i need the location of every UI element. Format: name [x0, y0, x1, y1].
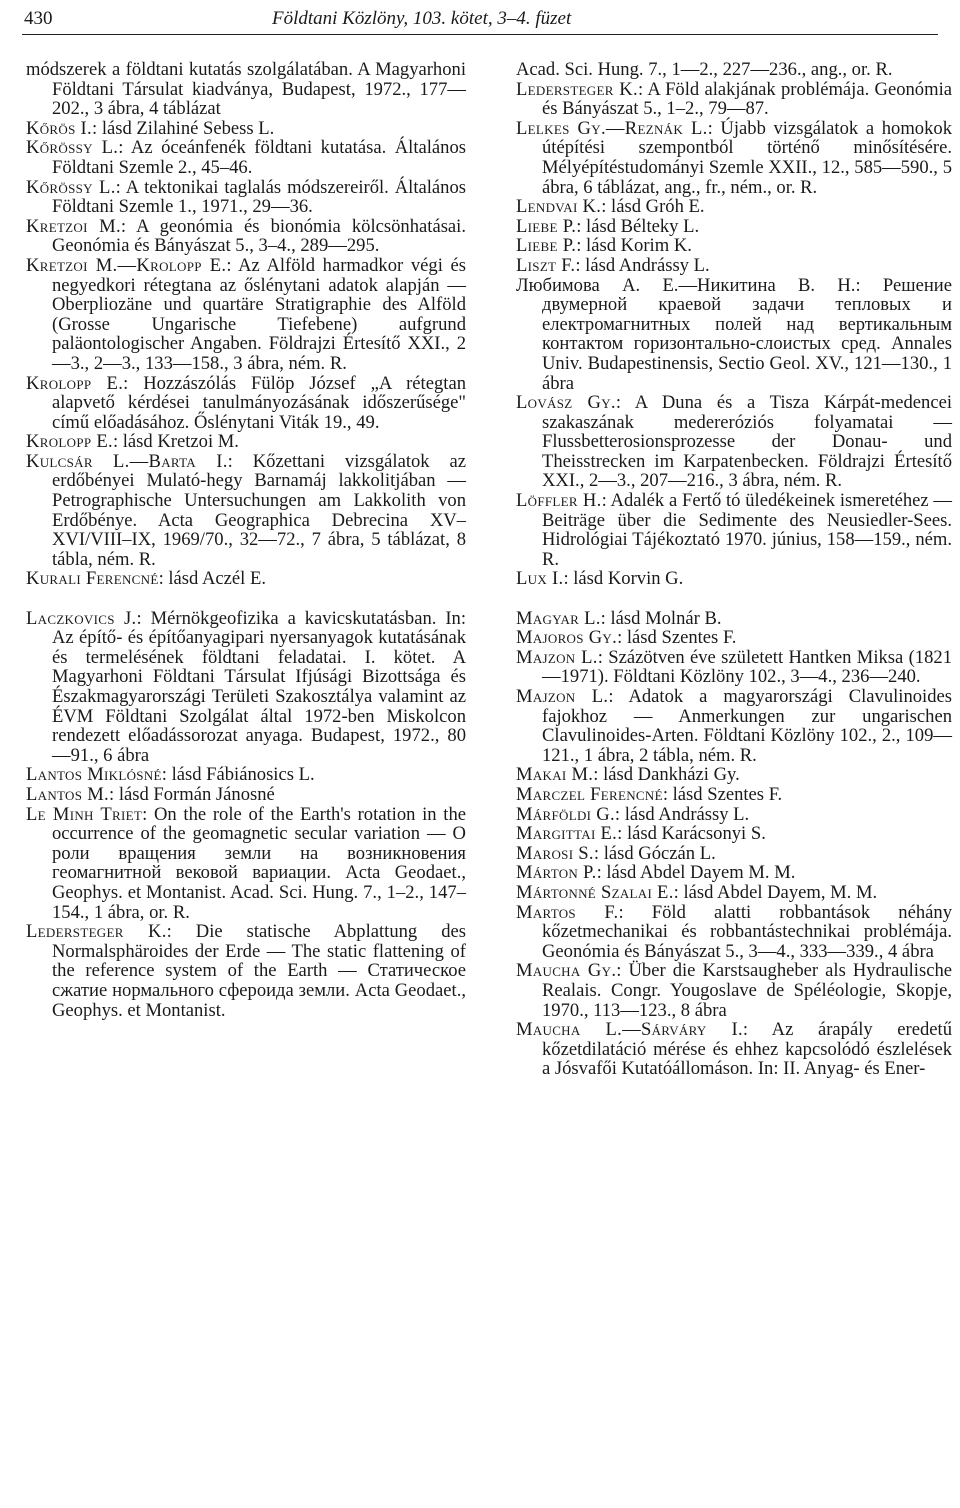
entry-author: Krolopp E. [26, 372, 124, 394]
entry-text: : A Duna és a Tisza Kárpát-medencei szakaszának medereróziós folyamatai — Flussbetterosionsprozesse der Donau- und Theisstrecken im Karpatenbecken. Földrajzi Értesítő XXI., 2—3., 207—216., 3 ábra, ném. R. [542, 392, 952, 492]
bibliography-entry [26, 432, 466, 452]
bibliography-entry [516, 1020, 952, 1079]
bibliography-entry [26, 138, 466, 177]
entry-author: Laczkovics J. [26, 607, 137, 629]
entry-author: Majzon L. [516, 646, 598, 668]
entry-text: : lásd Zilahiné Sebess L. [92, 117, 275, 139]
page-number: 430 [24, 8, 53, 29]
left-column [26, 60, 466, 1020]
entry-text: : lásd Szentes F. [617, 627, 737, 649]
entry-author: Liebe P. [516, 235, 577, 257]
entry-text: : lásd Korim K. [576, 235, 692, 257]
entry-author: Lelkes Gy.—Reznák L. [516, 117, 708, 139]
entry-text: : lásd Andrássy L. [575, 254, 710, 276]
section-gap [516, 589, 952, 609]
page-header [24, 4, 936, 34]
entry-text: Любимова А. Е.—Никитина В. Н.: Решение двумерной краевой задачи тепловых и електромагнитных полей над вертикальным контактом горизонтально-слоистых сред. Annales Univ. Budapestinensis, Sectio Geol. XV., 121—130., 1 ábra [516, 274, 952, 394]
bibliography-entry [516, 903, 952, 962]
entry-author: Margittai E. [516, 823, 618, 845]
entry-author: Krolopp E. [26, 431, 113, 453]
entry-text: : Százötven éve született Hantken Miksa (1821—1971). Földtani Közlöny 102., 3—4., 236—240. [542, 646, 952, 688]
bibliography-entry [516, 824, 952, 844]
entry-author: Maucha Gy. [516, 960, 617, 982]
bibliography-entry [516, 60, 952, 80]
bibliography-entry [26, 452, 466, 570]
entry-text: : Die statische Abplattung des Normalsphäroides der Erde — The static flattening of the reference system of the Earth — Статическое сжатие нормального сфероида земли. Acta Geodaet., Geophys. et Montanist. [52, 921, 466, 1021]
entry-author: Lovász Gy. [516, 392, 616, 414]
entry-author: Le Minh Triet [26, 803, 143, 825]
entry-text: : lásd Karácsonyi S. [617, 823, 766, 845]
bibliography-entry [516, 883, 952, 903]
entry-text: : Az óceánfenék földtani kutatása. Általános Földtani Szemle 2., 45–46. [52, 137, 466, 178]
entry-text: : A tektonikai taglalás módszereiről. Általános Földtani Szemle 1., 1971., 29—36. [52, 176, 466, 218]
entry-text: : lásd Bélteky L. [576, 215, 700, 237]
entry-author: Maucha L.—Sárváry I. [516, 1019, 743, 1041]
entry-text: : lásd Andrássy L. [614, 803, 750, 825]
entry-author: Kretzoi M. [26, 215, 121, 237]
bibliography-entry [516, 491, 952, 569]
bibliography-entry [516, 197, 952, 217]
bibliography-entry [516, 785, 952, 805]
bibliography-entry [26, 569, 466, 589]
bibliography-entry [516, 236, 952, 256]
entry-text: : lásd Fábiánosics L. [161, 764, 315, 786]
running-title: Földtani Közlöny, 103. kötet, 3–4. füzet [272, 8, 572, 29]
entry-text: : lásd Dankházi Gy. [593, 764, 740, 786]
entry-author: Lendvai K. [516, 196, 602, 218]
entry-text: : Az árapály eredetű kőzetdilatáció mérése és ehhez kapcsolódó észlelések a Jósvafői Kutatóállomáson. In: II. Anyag- és Ener- [542, 1019, 952, 1080]
entry-author: Márton P. [516, 862, 597, 884]
bibliography-entry [516, 276, 952, 394]
entry-text: : Adalék a Fertő tó üledékeinek ismeretéhez — Beiträge über die Sedimente des Neusiedler-Sees. Hidrológiai Tájékoztató 1970. június, 158—159., ném. R. [542, 490, 952, 570]
entry-text: : Adatok a magyarországi Clavulinoides fajokhoz — Anmerkungen zur ungarischen Clavulinoides-Arten. Földtani Közlöny 102., 2., 109—121., 1 ábra, 2 tábla, ném. R. [542, 686, 952, 766]
bibliography-entry [516, 609, 952, 629]
entry-text: : Hozzászólás Fülöp József „A rétegtan alapvető kérdései tanulmányozásának időszerűsége" című előadásához. Őslénytani Viták 19., 49. [52, 372, 466, 433]
entry-text: : lásd Aczél E. [158, 568, 266, 590]
entry-text: : Mérnökgeofizika a kavicskutatásban. In: Az építő- és építőanyagipari nyersanyagok kutatásának és termelésének földtani feladatai. I. kötet. A Magyarhoni Földtani Társulat Ifjúsági Bizottsága és Északmagyarországi Területi Szakosztálya valamint az ÉVM Földtani Szolgálat által 1972-ben Miskolcon rendezett előadássorozat anyaga. Budapest, 1972., 80—91., 6 ábra [52, 607, 467, 766]
bibliography-entry [516, 844, 952, 864]
header-rule [22, 34, 938, 35]
bibliography-entry [26, 805, 466, 923]
bibliography-entry [26, 178, 466, 217]
bibliography-entry [26, 765, 466, 785]
entry-author: Lantos Miklósné [26, 764, 162, 786]
bibliography-entry [516, 863, 952, 883]
entry-author: Marosi S. [516, 842, 594, 864]
entry-text: : On the role of the Earth's rotation in the occurrence of the geomagnetic secular variation — О роли вращения земли на возникновения геомагнитной вековой вариации. Acta Geodaet., Geophys. et Montanist. Acad. Sci. Hung. 7., 1–2., 147–154., 1 ábra, or. R. [52, 803, 466, 923]
entry-author: Kőrös I. [26, 117, 92, 139]
bibliography-entry [516, 805, 952, 825]
bibliography-entry [516, 393, 952, 491]
bibliography-entry [516, 569, 952, 589]
entry-text: : lásd Gróh E. [601, 196, 705, 218]
entry-text: : lásd Abdel Dayem, M. M. [673, 881, 878, 903]
entry-text: : Kőzettani vizsgálatok az erdőbényei Mulató-hegy Barnamáj lakkolitjában — Petrographische Untersuchungen am Lakkolith von Erdőbénye. Acta Geographica Debrecina XV–XVI/VIII–IX, 1969/70., 32—72., 7 ábra, 5 táblázat, 8 tábla, ném. R. [52, 450, 467, 570]
entry-author: Kretzoi M.—Krolopp E. [26, 254, 227, 276]
entry-author: Kulcsár L.—Barta I. [26, 450, 228, 472]
entry-text: : lásd Abdel Dayem M. M. [596, 862, 796, 884]
entry-author: Martos F. [516, 901, 619, 923]
entry-author: Löffler H. [516, 490, 602, 512]
bibliography-entry [516, 119, 952, 197]
entry-author: Ledersteger K. [516, 78, 638, 100]
entry-author: Majzon L. [516, 686, 609, 707]
bibliography-entry [516, 687, 952, 765]
entry-text: módszerek a földtani kutatás szolgálatában. A Magyarhoni Földtani Társulat kiadványa, Budapest, 1972., 177—202., 3 ábra, 4 táblázat [26, 59, 466, 120]
entry-text: : A geonómia és bionómia kölcsönhatásai. Geonómia és Bányászat 5., 3–4., 289—295. [52, 215, 466, 257]
entry-text: : Über die Karstsaugheber als Hydraulische Realais. Congr. Yougoslave de Spéléologie, Skopje, 1970., 113—123., 8 ábra [542, 960, 953, 1021]
entry-text: : lásd Korvin G. [563, 568, 684, 590]
entry-author: Liebe P. [516, 215, 577, 237]
entry-text: : lásd Kretzoi M. [112, 431, 239, 453]
right-column [516, 60, 952, 1079]
bibliography-entry [26, 922, 466, 1020]
bibliography-entry [516, 80, 952, 119]
bibliography-entry [516, 765, 952, 785]
section-gap [26, 589, 466, 609]
entry-text: Acad. Sci. Hung. 7., 1—2., 227—236., ang., or. R. [516, 59, 893, 80]
bibliography-entry [26, 785, 466, 805]
entry-author: Makai M. [516, 764, 594, 786]
bibliography-entry [26, 374, 466, 433]
entry-author: Magyar L. [516, 607, 601, 629]
entry-author: Kurali Ferencné [26, 568, 159, 590]
entry-text: : A Föld alakjának problémája. Geonómia és Bányászat 5., 1–2., 79—87. [542, 78, 952, 120]
entry-author: Kőrössy L. [26, 137, 119, 159]
entry-author: Lux I. [516, 568, 564, 590]
entry-author: Majoros Gy. [516, 627, 618, 649]
bibliography-entry [26, 119, 466, 139]
entry-text: : Újabb vizsgálatok a homokok útépítési szempontból történő minősítésére. Mélyépítéstudományi Szemle XXII., 12., 585—590., 5 ábra, 6 táblázat, ang., fr., ném., or. R. [542, 117, 952, 198]
bibliography-entry [26, 60, 466, 119]
entry-author: Lantos M. [26, 783, 109, 805]
entry-author: Mártonné Szalai E. [516, 881, 674, 903]
entry-text: : Föld alatti robbantások néhány kőzetmechanikai és robbantástechnikai problémája. Geonómia és Bányászat 5., 3—4., 333—339., 4 ábra [542, 901, 952, 962]
entry-author: Kőrössy L. [26, 176, 116, 198]
entry-text: : lásd Szentes F. [662, 783, 783, 805]
bibliography-entry [516, 256, 952, 276]
entry-author: Liszt F. [516, 254, 576, 276]
entry-author: Ledersteger K. [26, 921, 167, 943]
entry-text: : lásd Molnár B. [600, 607, 722, 629]
entry-text: : lásd Góczán L. [593, 842, 716, 864]
bibliography-entry [516, 628, 952, 648]
entry-text: : Az Alföld harmadkor végi és negyedkori rétegtana az őslénytani adatok alapján — Oberpliozäne und quartäre Stratigraphie des Alföld (Grosse Ungarische Tiefebene) aufgrund paläontologischer Angaben. Földrajzi Értesítő XXI., 2—3., 2—3., 133—158., 3 ábra, ném. R. [52, 254, 467, 374]
bibliography-entry [516, 961, 952, 1020]
entry-author: Márföldi G. [516, 803, 615, 825]
bibliography-entry [516, 648, 952, 687]
bibliography-entry [516, 217, 952, 237]
bibliography-entry [26, 609, 466, 766]
entry-text: : lásd Formán Jánosné [109, 783, 275, 805]
bibliography-entry [26, 256, 466, 374]
bibliography-entry [26, 217, 466, 256]
entry-author: Marczel Ferencné [516, 783, 663, 805]
